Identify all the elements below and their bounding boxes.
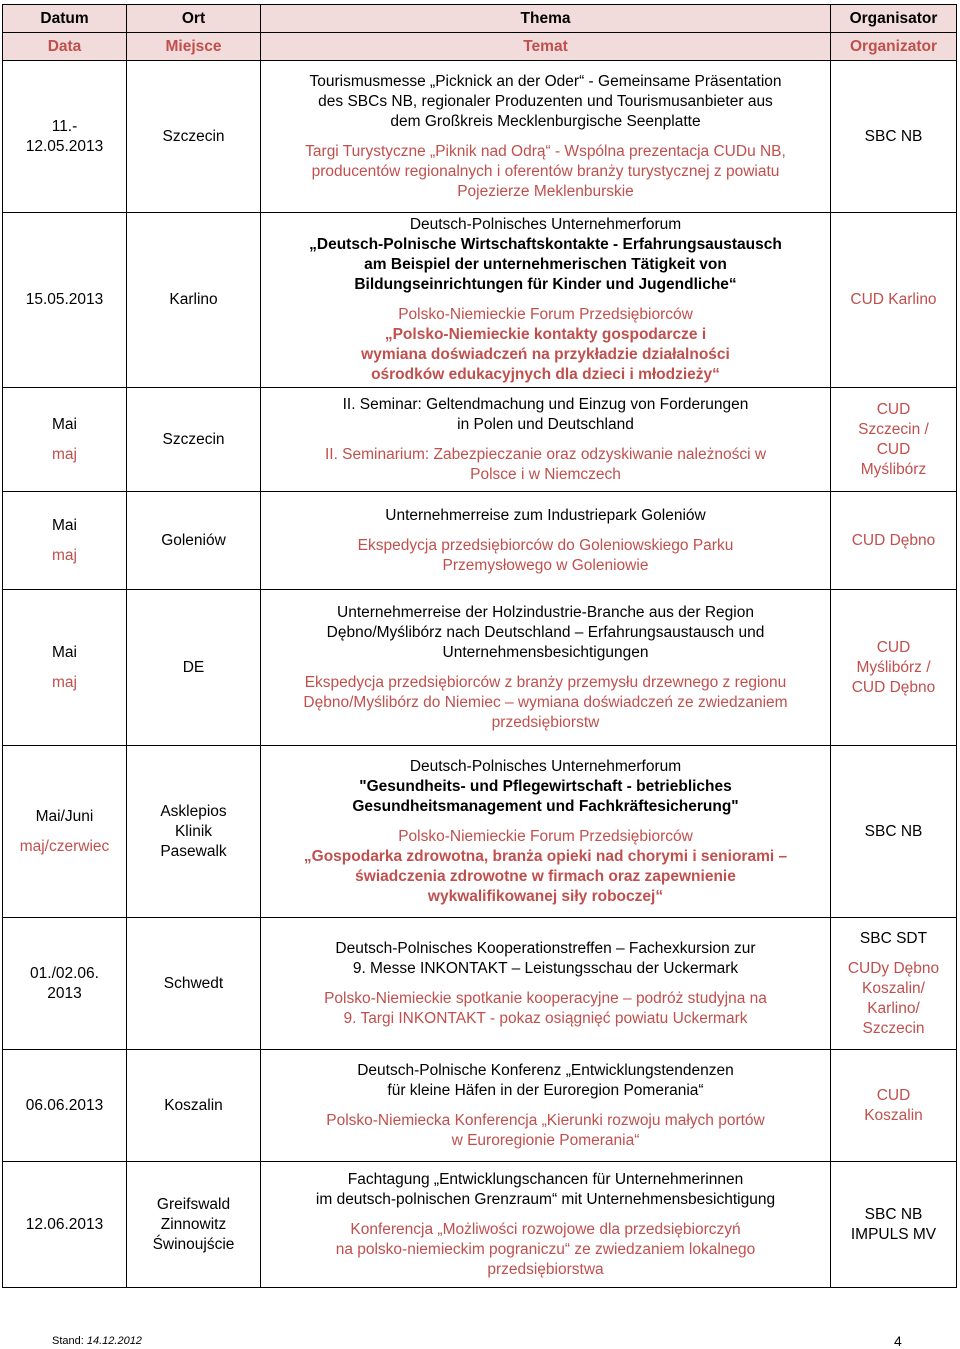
place-text: Koszalin [164, 1096, 223, 1114]
topic-pl-line: Polsce i w Niemczech [470, 465, 621, 483]
table-row [3, 590, 957, 746]
table-row [3, 388, 957, 492]
place-cell [127, 1050, 261, 1162]
topic-de-line: Unternehmerreise der Holzindustrie-Branche aus der Region [337, 603, 754, 621]
header-topic-pl: Temat [261, 33, 831, 61]
topic-cell [261, 1162, 831, 1288]
date-text: 01./02.06. [30, 964, 99, 982]
date-cell [3, 213, 127, 388]
date-de: Mai [52, 516, 77, 534]
topic-cell [261, 61, 831, 213]
topic-pl-line: Pojezierze Meklenburskie [457, 182, 634, 200]
topic-de-line: dem Großkreis Mecklenburgische Seenplatte [390, 112, 701, 130]
date-cell [3, 492, 127, 590]
table-row [3, 492, 957, 590]
topic-pl-line: na polsko-niemieckim pograniczu“ ze zwiedzaniem lokalnego [335, 1240, 756, 1258]
header-place-pl: Miejsce [127, 33, 261, 61]
date-cell [3, 1162, 127, 1288]
topic-de-bold-line: „Deutsch-Polnische Wirtschaftskontakte - Erfahrungsaustausch [309, 236, 782, 253]
topic-pl-line: Targi Turystyczne „Piknik nad Odrą“ - Wspólna prezentacja CUDu NB, [305, 142, 786, 160]
date-cell [3, 918, 127, 1050]
place-cell [127, 1162, 261, 1288]
footer-label: Stand: [52, 1335, 84, 1347]
place-text: Świnoujście [152, 1235, 235, 1253]
topic-cell [261, 388, 831, 492]
date-text: 11.- [51, 117, 78, 135]
topic-de-line: Unternehmerreise zum Industriepark Goleniów [385, 506, 706, 524]
organizer-text: Myślibórz [860, 460, 927, 478]
footer-stand [52, 1335, 142, 1347]
organizer-text: CUD [876, 400, 911, 418]
table-row [3, 61, 957, 213]
topic-pl-bold-line: „Polsko-Niemieckie kontakty gospodarcze i [384, 326, 707, 343]
place-cell [127, 918, 261, 1050]
header-date-de: Datum [3, 5, 127, 33]
header-org-de: Organisator [831, 5, 957, 33]
table-row [3, 918, 957, 1050]
organizer-text: SBC NB [864, 822, 923, 840]
topic-pl-line: 9. Targi INKONTAKT - pokaz osiągnięć powiatu Uckermark [343, 1009, 748, 1027]
header-date-pl: Data [3, 33, 127, 61]
organizer-cell [831, 492, 957, 590]
place-text: Karlino [169, 291, 218, 308]
topic-de-line: Deutsch-Polnisches Kooperationstreffen – Fachexkursion zur [335, 939, 756, 957]
topic-pl-line: przedsiębiorstwa [487, 1260, 604, 1278]
table-row [3, 746, 957, 918]
organizer-cell [831, 590, 957, 746]
topic-cell [261, 1050, 831, 1162]
topic-de-line: im deutsch-polnischen Grenzraum“ mit Unternehmensbesichtigung [315, 1190, 776, 1208]
place-text: Greifswald [156, 1195, 231, 1213]
topic-de-line: des SBCs NB, regionaler Produzenten und Tourismusanbieter aus [318, 92, 773, 110]
organizer-pl: Szczecin [862, 1019, 925, 1037]
table-row [3, 1050, 957, 1162]
topic-pl-bold-line: wymiana doświadczeń na przykładzie działalności [361, 346, 730, 363]
organizer-text: CUD Dębno [851, 531, 936, 549]
topic-pl-line: Konferencja „Możliwości rozwojowe dla przedsiębiorczyń [350, 1220, 741, 1238]
table-row [3, 213, 957, 388]
header-row-de [3, 5, 957, 33]
date-text: 2013 [47, 984, 82, 1002]
place-text: Schwedt [163, 974, 224, 992]
place-text: Klinik [174, 822, 213, 840]
topic-cell [261, 918, 831, 1050]
header-topic-de: Thema [261, 5, 831, 33]
topic-pl-bold-line: „Gospodarka zdrowotna, branża opieki nad chorymi i seniorami – [303, 847, 788, 865]
organizer-pl: CUDy Dębno [847, 959, 940, 977]
organizer-cell [831, 1162, 957, 1288]
place-cell [127, 492, 261, 590]
topic-pl-line: II. Seminarium: Zabezpieczanie oraz odzyskiwanie należności w [324, 445, 767, 463]
topic-pl-line: Dębno/Myślibórz do Niemiec – wymiana doświadczeń ze zwiedzaniem [303, 693, 788, 711]
date-cell [3, 746, 127, 918]
topic-de-line: Unternehmensbesichtigungen [442, 643, 649, 661]
topic-de-title: Deutsch-Polnisches Unternehmerforum [409, 216, 682, 233]
topic-cell [261, 213, 831, 388]
date-cell [3, 388, 127, 492]
organizer-text: CUD Dębno [851, 678, 936, 696]
header-row-pl [3, 33, 957, 61]
topic-cell [261, 590, 831, 746]
topic-pl-line: Przemysłowego w Goleniowie [442, 556, 649, 574]
place-cell [127, 388, 261, 492]
place-text: Zinnowitz [160, 1215, 227, 1233]
topic-pl-bold-line: wykwalifikowanej siły roboczej“ [427, 887, 664, 905]
topic-pl-title: Polsko-Niemieckie Forum Przedsiębiorców [398, 306, 693, 323]
organizer-text: IMPULS MV [850, 1225, 937, 1243]
date-pl: maj [52, 546, 77, 564]
organizer-text: Koszalin [864, 1106, 923, 1124]
organizer-text: CUD [876, 638, 911, 656]
place-text: Asklepios [160, 802, 227, 820]
topic-de-line: in Polen und Deutschland [457, 415, 634, 433]
topic-de-line: 9. Messe INKONTAKT – Leistungsschau der Uckermark [352, 959, 739, 977]
place-cell [127, 746, 261, 918]
topic-de-bold-line: am Beispiel der unternehmerischen Tätigkeit von [364, 256, 727, 273]
date-de: Mai/Juni [35, 807, 94, 825]
topic-de-line: Fachtagung „Entwicklungschancen für Unternehmerinnen [347, 1170, 744, 1188]
organizer-cell [831, 746, 957, 918]
topic-de-line: Dębno/Myślibórz nach Deutschland – Erfahrungsaustausch und [326, 623, 765, 641]
organizer-cell [831, 61, 957, 213]
topic-de-line: Deutsch-Polnische Konferenz „Entwicklungstendenzen [357, 1061, 734, 1079]
place-cell [127, 213, 261, 388]
organizer-cell [831, 388, 957, 492]
topic-de-title: Deutsch-Polnisches Unternehmerforum [409, 757, 682, 775]
organizer-pl: Koszalin/ [862, 979, 925, 997]
date-text: 12.06.2013 [25, 1215, 104, 1233]
place-text: Pasewalk [160, 842, 227, 860]
table-row [3, 1162, 957, 1288]
date-pl: maj/czerwiec [19, 837, 110, 855]
organizer-text: CUD [876, 1086, 911, 1104]
organizer-de: SBC SDT [859, 929, 928, 947]
topic-pl-bold-line: świadczenia zdrowotne w firmach oraz zapewnienie [355, 867, 736, 885]
organizer-cell [831, 1050, 957, 1162]
topic-de-bold-line: Bildungseinrichtungen für Kinder und Jugendliche“ [354, 276, 737, 293]
place-text: DE [182, 658, 205, 676]
topic-pl-title: Polsko-Niemieckie Forum Przedsiębiorców [398, 827, 693, 845]
date-cell [3, 590, 127, 746]
header-place-de: Ort [127, 5, 261, 33]
footer-date: 14.12.2012 [86, 1335, 142, 1347]
organizer-text: Myślibórz / [856, 658, 931, 676]
topic-pl-line: Polsko-Niemiecka Konferencja „Kierunki rozwoju małych portów [326, 1111, 765, 1129]
topic-pl-bold-line: ośrodków edukacyjnych dla dzieci i młodzieży“ [371, 366, 720, 383]
topic-de-line: Tourismusmesse „Picknick an der Oder“ - Gemeinsame Präsentation [309, 72, 782, 90]
page-number: 4 [894, 1333, 902, 1349]
organizer-text: Szczecin / [858, 420, 929, 438]
place-text: Szczecin [162, 127, 225, 145]
topic-pl-line: producentów regionalnych i oferentów branży turystycznej z powiatu [311, 162, 780, 180]
schedule-table [2, 4, 957, 1288]
organizer-text: CUD Karlino [850, 291, 937, 308]
topic-de-bold-line: Gesundheitsmanagement und Fachkräftesicherung" [352, 797, 739, 815]
place-cell [127, 590, 261, 746]
topic-de-bold-line: "Gesundheits- und Pflegewirtschaft - betriebliches [359, 777, 732, 795]
topic-de-line: für kleine Häfen in der Euroregion Pomerania“ [387, 1081, 704, 1099]
date-pl: maj [52, 445, 77, 463]
topic-pl-line: Polsko-Niemieckie spotkanie kooperacyjne – podróż studyjna na [324, 989, 767, 1007]
date-text: 06.06.2013 [25, 1096, 104, 1114]
topic-pl-line: Ekspedycja przedsiębiorców do Goleniowskiego Parku [357, 536, 734, 554]
organizer-text: CUD [876, 440, 911, 458]
date-text: 12.05.2013 [25, 137, 104, 155]
organizer-text: SBC NB [864, 1205, 923, 1223]
topic-pl-line: w Euroregionie Pomerania“ [451, 1131, 640, 1149]
organizer-text: SBC NB [864, 127, 923, 145]
place-cell [127, 61, 261, 213]
date-cell [3, 1050, 127, 1162]
topic-cell [261, 746, 831, 918]
place-text: Szczecin [162, 430, 225, 448]
organizer-cell [831, 213, 957, 388]
organizer-pl: Karlino/ [867, 999, 920, 1017]
date-de: Mai [52, 643, 77, 661]
place-text: Goleniów [161, 531, 226, 549]
organizer-cell [831, 918, 957, 1050]
header-org-pl: Organizator [831, 33, 957, 61]
date-de: Mai [52, 415, 77, 433]
topic-pl-line: Ekspedycja przedsiębiorców z branży przemysłu drzewnego z regionu [304, 673, 787, 691]
date-cell [3, 61, 127, 213]
date-text: 15.05.2013 [25, 291, 104, 308]
topic-cell [261, 492, 831, 590]
topic-de-line: II. Seminar: Geltendmachung und Einzug von Forderungen [342, 395, 749, 413]
date-pl: maj [52, 673, 77, 691]
topic-pl-line: przedsiębiorstw [491, 713, 600, 731]
